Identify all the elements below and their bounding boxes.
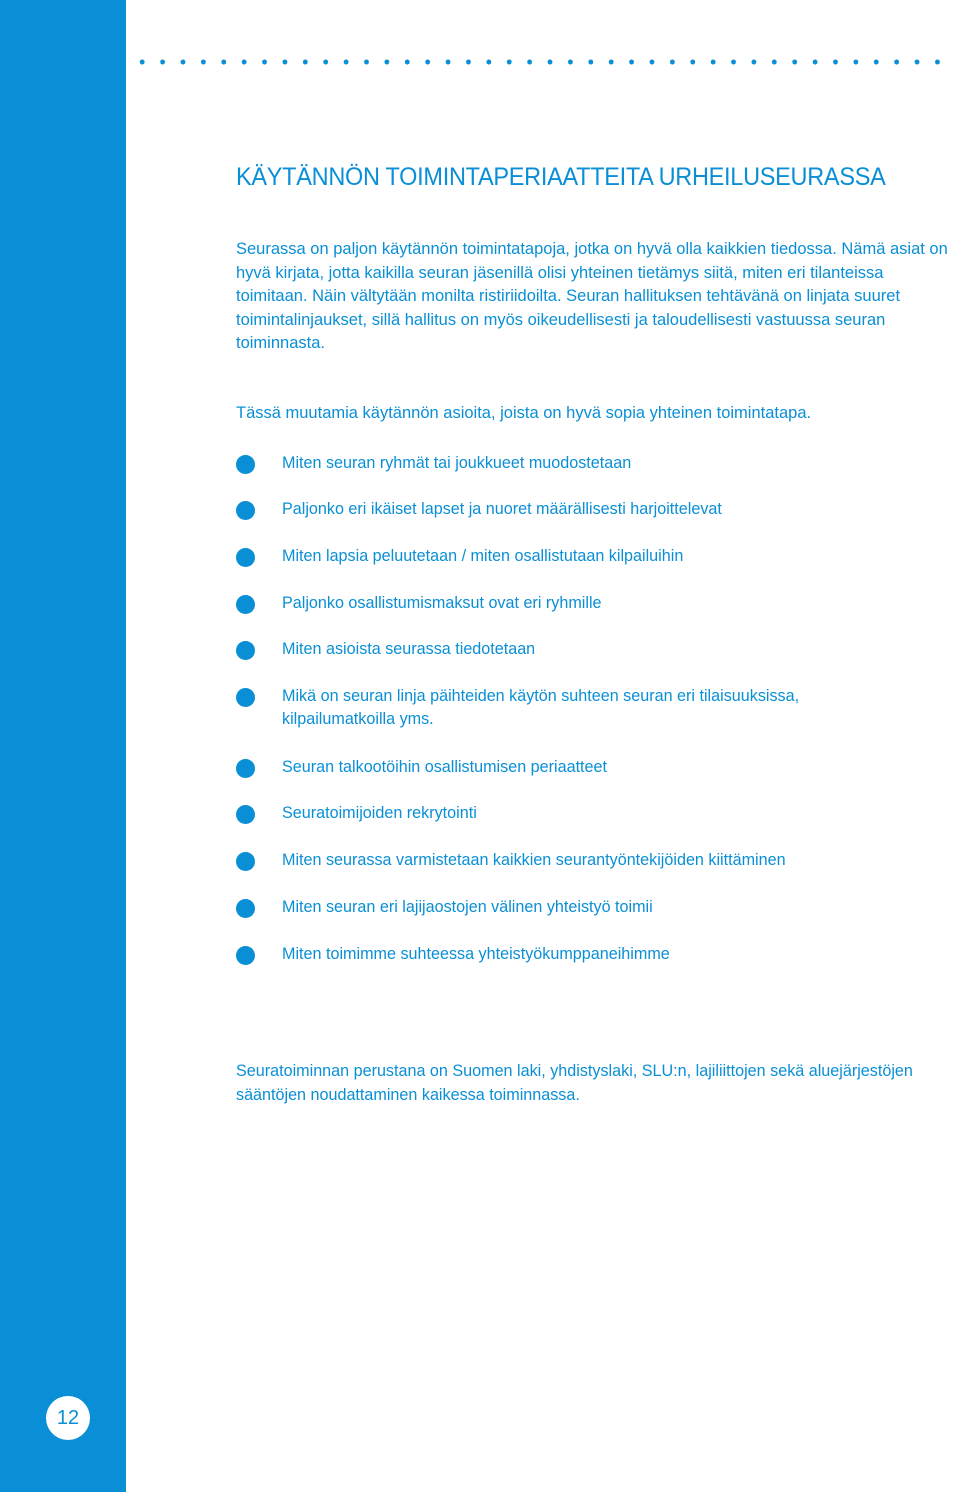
bullet-dot-icon xyxy=(236,501,255,520)
bullet-dot-icon xyxy=(236,548,255,567)
list-item-text: Miten seuran ryhmät tai joukkueet muodostetaan xyxy=(282,453,632,472)
bullet-dot-icon xyxy=(236,946,255,965)
page-number-badge xyxy=(46,1396,90,1440)
lead-sentence: Tässä muutamia käytännön asioita, joista on hyvä sopia yhteinen toimintatapa. xyxy=(236,404,812,422)
list-item-text: Paljonko eri ikäiset lapset ja nuoret määrällisesti harjoittelevat xyxy=(282,499,722,518)
list-item-text: Miten lapsia peluutetaan / miten osallistutaan kilpailuihin xyxy=(282,546,684,565)
page-title: KÄYTÄNNÖN TOIMINTAPERIAATTEITA URHEILUSEURASSA xyxy=(236,163,886,191)
intro-paragraph: Seurassa on paljon käytännön toimintatapoja, jotka on hyvä olla kaikkien tiedossa. Nämä asiat on hyvä kirjata, jotta kaikilla seuran jäsenillä olisi yhteinen tietämys siitä, miten eri tilanteissa toimitaan. Näin vältytään monilta ristiriidoilta. Seuran hallituksen tehtävänä on linjata suuret toimintalinjaukset, sillä hallitus on myös oikeudellisesti ja taloudellisesti vastuussa seuran toiminnasta. xyxy=(236,240,948,352)
bullet-dot-icon xyxy=(236,455,255,474)
bullet-dot-icon xyxy=(236,852,255,871)
closing-paragraph: Seuratoiminnan perustana on Suomen laki, yhdistyslaki, SLU:n, lajiliittojen sekä aluejärjestöjen sääntöjen noudattaminen kaikessa toiminnassa. xyxy=(236,1061,913,1104)
list-item-text: Miten toimimme suhteessa yhteistyökumppaneihimme xyxy=(282,944,670,963)
list-item-text: Miten seuran eri lajijaostojen välinen yhteistyö toimii xyxy=(282,897,653,916)
list-item-text: Mikä on seuran linja päihteiden käytön suhteen seuran eri tilaisuuksissa, kilpailumatkoilla yms. xyxy=(282,686,800,728)
list-item-text: Miten asioista seurassa tiedotetaan xyxy=(282,639,536,658)
bullet-dot-icon xyxy=(236,641,255,660)
bullet-dot-icon xyxy=(236,899,255,918)
side-bar xyxy=(0,0,126,1492)
list-item-text: Miten seurassa varmistetaan kaikkien seurantyöntekijöiden kiittäminen xyxy=(282,850,786,869)
bullet-dot-icon xyxy=(236,759,255,778)
list-item-text: Paljonko osallistumismaksut ovat eri ryhmille xyxy=(282,593,602,612)
bullet-dot-icon xyxy=(236,688,255,707)
bullet-dot-icon xyxy=(236,595,255,614)
page-number: 12 xyxy=(56,1406,80,1429)
dotted-divider xyxy=(132,58,954,66)
list-item-text: Seuran talkootöihin osallistumisen periaatteet xyxy=(282,757,607,776)
list-item-text: Seuratoimijoiden rekrytointi xyxy=(282,803,477,822)
bullet-dot-icon xyxy=(236,805,255,824)
